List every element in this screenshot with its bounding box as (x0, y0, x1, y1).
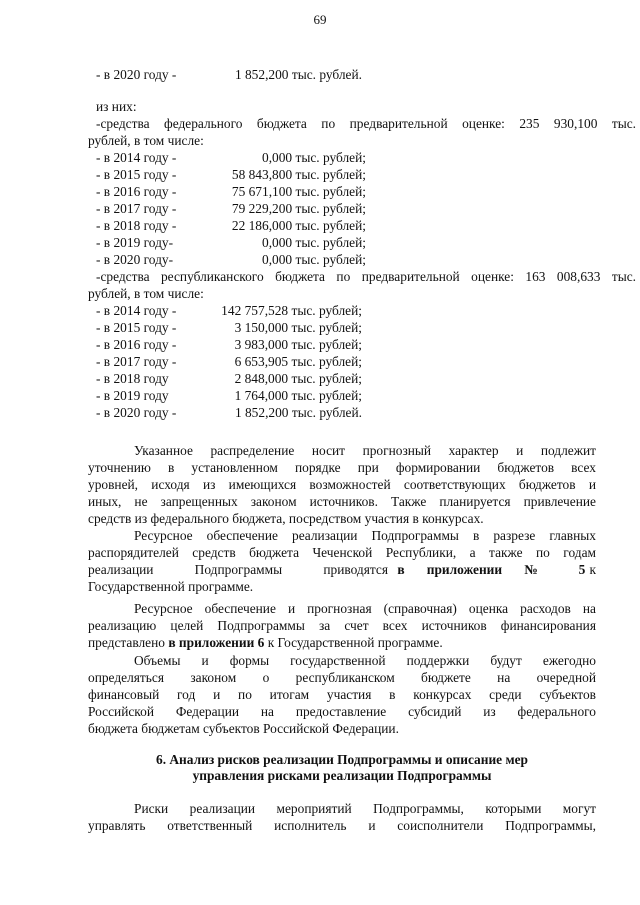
paragraph-line: Риски реализации мероприятий Подпрограммы, которыми могут (134, 801, 596, 816)
paragraph-line-mixed (88, 561, 596, 578)
paragraph-line: уточнению в установленном порядке при формировании бюджетов всех (88, 460, 596, 475)
federal-row-amount: 0,000 тыс. рублей; (262, 235, 366, 250)
republic-row-amount: 6 653,905 тыс. рублей; (234, 354, 362, 369)
federal-row-amount: 22 186,000 тыс. рублей; (231, 218, 366, 233)
paragraph-line: Государственной программе. (88, 579, 254, 594)
federal-row-year: - в 2015 году - (96, 167, 177, 182)
federal-row-year: - в 2014 году - (96, 150, 177, 165)
paragraph-text: к Государственной программе. (267, 635, 443, 650)
republic-row-year: - в 2016 году - (96, 337, 177, 352)
federal-row-amount: 0,000 тыс. рублей; (262, 252, 366, 267)
republic-row-amount: 2 848,000 тыс. рублей; (234, 371, 362, 386)
top-year: - в 2020 году - (96, 67, 177, 82)
appendix-5-reference: в приложении № 5 (397, 562, 586, 577)
paragraph-text: представлено (88, 635, 165, 650)
paragraph-line: Российской Федерации на предоставление субсидий из федерального (88, 704, 596, 719)
federal-intro-line2: рублей, в том числе: (88, 133, 204, 148)
page-number: 69 (313, 12, 327, 27)
paragraph-line: иных, не запрещенных законом источников. Также планируется привлечение (88, 494, 596, 509)
republic-row-amount: 3 150,000 тыс. рублей; (234, 320, 362, 335)
federal-row-year: - в 2016 году - (96, 184, 177, 199)
paragraph-line: Указанное распределение носит прогнозный характер и подлежит (134, 443, 596, 458)
republic-row-amount: 1 764,000 тыс. рублей; (234, 388, 362, 403)
federal-row-year: - в 2017 году - (96, 201, 177, 216)
republic-row-year: - в 2018 году (96, 371, 169, 386)
republic-row-amount: 1 852,200 тыс. рублей. (234, 405, 362, 420)
federal-row-amount: 0,000 тыс. рублей; (262, 150, 366, 165)
federal-row-year: - в 2019 году- (96, 235, 174, 250)
section-heading (88, 752, 596, 784)
republic-row-year: - в 2014 году - (96, 303, 177, 318)
republic-intro-line2: рублей, в том числе: (88, 286, 204, 301)
republic-row-year: - в 2020 году - (96, 405, 177, 420)
paragraph-line: распорядителей средств бюджета Чеченской Республики, а также по годам (88, 545, 596, 560)
paragraph-line: определяться законом о республиканском бюджете на очередной (88, 670, 596, 685)
paragraph-line: управлять ответственный исполнитель и соисполнители Подпрограммы, (88, 818, 596, 833)
paragraph-line: финансовый год и по итогам участия в конкурсах среди субъектов (88, 687, 596, 702)
section-heading-line: управления рисками реализации Подпрограммы (192, 768, 492, 783)
top-amount: 1 852,200 тыс. рублей. (234, 67, 362, 82)
paragraph-text: реализации Подпрограммы приводятся (88, 562, 388, 577)
federal-intro-line1: -средства федерального бюджета по предварительной оценке: 235 930,100 тыс. (96, 116, 636, 131)
section-heading-line: 6. Анализ рисков реализации Подпрограммы и описание мер (156, 752, 528, 767)
federal-row-amount: 58 843,800 тыс. рублей; (231, 167, 366, 182)
paragraph-line: реализацию целей Подпрограммы за счет всех источников финансирования (88, 618, 596, 633)
republic-row-year: - в 2017 году - (96, 354, 177, 369)
paragraph-line: бюджета бюджетам субъектов Российской Федерации. (88, 721, 399, 736)
appendix-6-reference: в приложении 6 (168, 635, 265, 650)
paragraph-text: к (589, 562, 596, 577)
republic-intro-line1: -средства республиканского бюджета по предварительной оценке: 163 008,633 тыс. (96, 269, 636, 284)
republic-row-year: - в 2015 году - (96, 320, 177, 335)
republic-row-amount: 142 757,528 тыс. рублей; (221, 303, 362, 318)
paragraph-line: средств из федерального бюджета, посредством участия в конкурсах. (88, 511, 484, 526)
federal-row-amount: 75 671,100 тыс. рублей; (231, 184, 366, 199)
federal-row-year: - в 2020 году- (96, 252, 174, 267)
paragraph-line: уровней, исходя из имеющихся возможностей соответствующих бюджетов и (88, 477, 596, 492)
of-which-label: из них: (96, 99, 137, 114)
paragraph-line: Ресурсное обеспечение реализации Подпрограммы в разрезе главных (134, 528, 596, 543)
republic-row-amount: 3 983,000 тыс. рублей; (234, 337, 362, 352)
federal-row-year: - в 2018 году - (96, 218, 177, 233)
republic-row-year: - в 2019 году (96, 388, 169, 403)
paragraph-line: Ресурсное обеспечение и прогнозная (справочная) оценка расходов на (134, 601, 596, 616)
federal-row-amount: 79 229,200 тыс. рублей; (231, 201, 366, 216)
paragraph-line-mixed (88, 634, 443, 651)
paragraph-line: Объемы и формы государственной поддержки будут ежегодно (134, 653, 596, 668)
